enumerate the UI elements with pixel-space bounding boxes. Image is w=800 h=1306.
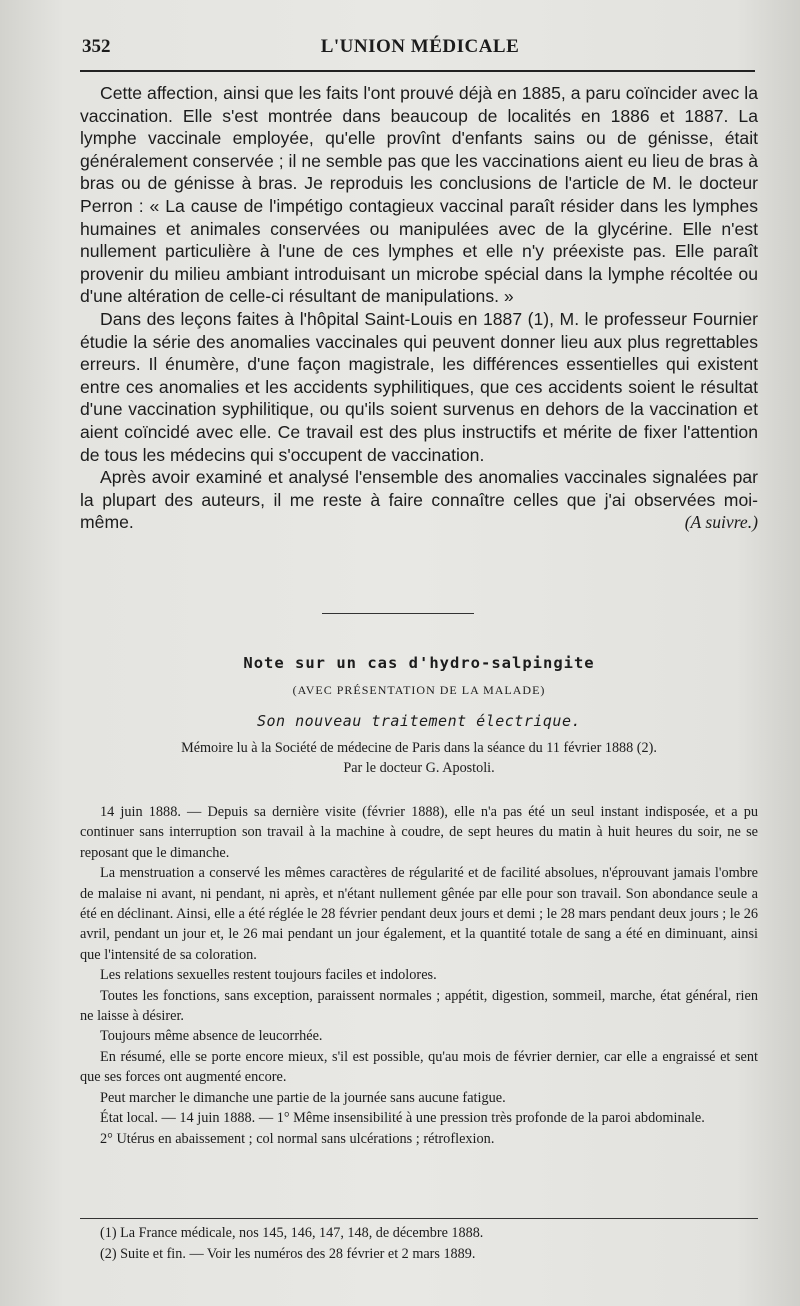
footnote: (2) Suite et fin. — Voir les numéros des 28 février et 2 mars 1889. xyxy=(100,1246,476,1262)
memoir-line: Mémoire lu à la Société de médecine de Paris dans la séance du 11 février 1888 (2). xyxy=(181,740,657,756)
paragraph: Les relations sexuelles restent toujours faciles et indolores. xyxy=(100,967,437,984)
paragraph: État local. — 14 juin 1888. — 1° Même insensibilité à une pression très profonde de la paroi abdominale. xyxy=(100,1110,705,1127)
paragraph: Dans des leçons faites à l'hôpital Saint-Louis en 1887 (1), M. le professeur Fournier étudie la série des anomalies vaccinales qui peuvent donner lieu aux plus regrettables erreurs. Il énumère, d'une façon magistrale, les différences essentielles qui existent entre ces anomalies et les accidents syphilitiques, que ces accidents soient le résultat d'une vaccination syphilitique, ou qu'ils soient survenus en dehors de la vaccination et aient coïncidé avec elle. Ce travail est des plus instructifs et mérite de fixer l'attention de tous les médecins qui s'occupent de vaccination. xyxy=(80,308,758,465)
header-rule xyxy=(80,70,755,72)
paragraph: Toutes les fonctions, sans exception, paraissent normales ; appétit, digestion, sommeil, marche, état général, rien ne laisse à désirer. xyxy=(80,987,758,1025)
author-line: Par le docteur G. Apostoli. xyxy=(343,760,495,776)
paragraph: La menstruation a conservé les mêmes caractères de régularité et de facilité absolues, n'éprouvant jamais l'ombre de malaise ni avant, ni pendant, ni après, et n'étant nullement gênée par elle pour son travail. Son abondance seule a été en déclinant. Ainsi, elle a été réglée le 28 février pendant deux jours et demi ; le 28 mars pendant deux jours ; le 26 avril, pendant un jour et, le 26 mai pendant un jour également, et la quantité totale de sang a été en diminuant, ainsi que l'intensité de sa coloration. xyxy=(80,865,758,963)
paragraph: Cette affection, ainsi que les faits l'ont prouvé déjà en 1885, a paru coïncider avec la vaccination. Elle s'est montrée dans beaucoup de localités en 1886 et 1887. La lymphe vaccinale employée, qu'elle provînt d'enfants sains ou de génisse, était généralement conservée ; il ne semble pas que les vaccinations aient eu lieu de bras à bras ou de génisse à bras. Je reproduis les conclusions de l'article de M. le docteur Perron : « La cause de l'impétigo contagieux vaccinal paraît résider dans les lymphes humaines et animales conservées ou manipulées avec de la glycérine. Elle n'est nullement particulière à l'une de ces lymphes et elle n'y préexiste pas. Elle paraît provenir du milieu ambiant introduisant un microbe spécial dans la lymphe récoltée ou d'une altération de celle-ci résultant de manipulations. » xyxy=(80,83,758,307)
article-subtitle: (AVEC PRÉSENTATION DE LA MALADE) xyxy=(292,683,546,697)
article-title: Note sur un cas d'hydro-salpingite xyxy=(243,654,595,672)
previous-article-body xyxy=(80,82,758,534)
paragraph: Peut marcher le dimanche une partie de la journée sans aucune fatigue. xyxy=(100,1089,506,1106)
footnote: (1) La France médicale, nos 145, 146, 147, 148, de décembre 1888. xyxy=(100,1225,484,1241)
page-number: 352 xyxy=(82,36,111,57)
paragraph: Toujours même absence de leucorrhée. xyxy=(100,1028,323,1045)
article-subtitle-treatment: Son nouveau traitement électrique. xyxy=(256,712,582,730)
footnote-rule xyxy=(80,1218,758,1219)
paragraph: 14 juin 1888. — Depuis sa dernière visite (février 1888), elle n'a pas été un seul instant indisposée, et a pu continuer sans interruption son travail à la machine à coudre, de sept heures du matin à huit heures du soir, ne se reposant que le dimanche. xyxy=(80,804,758,861)
to-be-continued: (A suivre.) xyxy=(684,512,758,533)
section-divider xyxy=(322,613,474,614)
memoir-note xyxy=(80,738,758,778)
paragraph: Après avoir examiné et analysé l'ensemble des anomalies vaccinales signalées par la plupart des auteurs, il me reste à faire connaître celles que j'ai observées moi-même. xyxy=(80,467,758,533)
page-header xyxy=(82,32,758,62)
article-body xyxy=(80,802,758,1149)
paragraph: 2° Utérus en abaissement ; col normal sans ulcérations ; rétroflexion. xyxy=(100,1130,495,1147)
journal-title: L'UNION MÉDICALE xyxy=(320,36,520,57)
paragraph: En résumé, elle se porte encore mieux, s'il est possible, qu'au mois de février dernier, car elle a engraissé et sent que ses forces ont augmenté encore. xyxy=(80,1048,758,1086)
footnotes xyxy=(80,1223,758,1265)
